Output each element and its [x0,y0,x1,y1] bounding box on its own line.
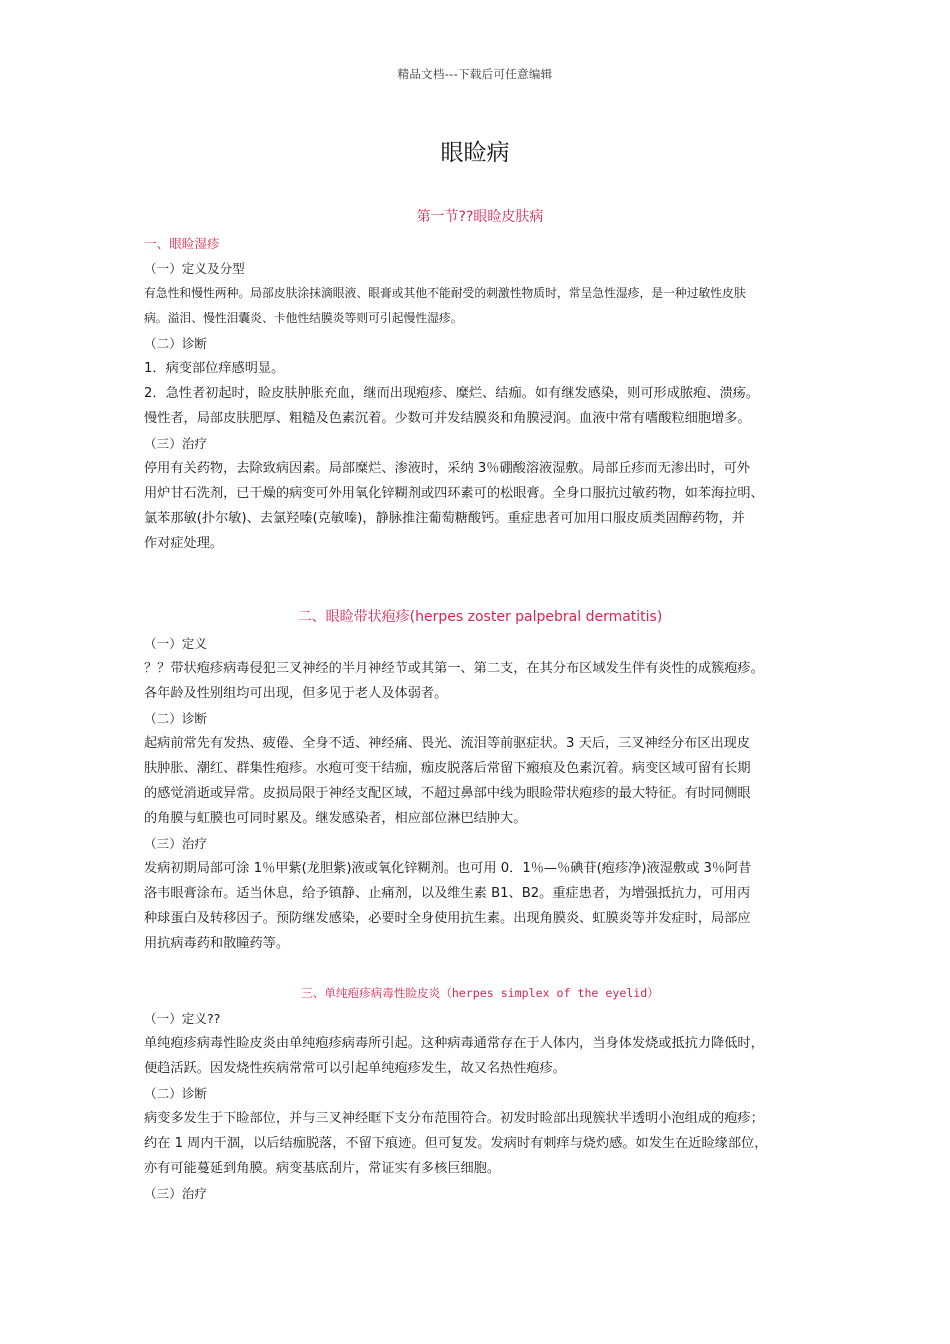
s2-diagnosis-line: 肤肿胀、潮红、群集性疱疹。水疱可变干结痂，痂皮脱落后常留下瘢痕及色素沉着。病变区域可留有长期 [144,761,751,776]
s1-diagnosis-label: （二）诊断 [144,336,207,351]
document-title: 眼睑病 [440,140,510,166]
s1-diagnosis-line: 慢性者，局部皮肤肥厚、粗糙及色素沉着。少数可并发结膜炎和角膜浸润。血液中常有嗜酸粒细胞增多。 [144,411,751,426]
document-body [144,206,816,1206]
s2-diagnosis-line: 的角膜与虹膜也可同时累及。继发感染者，相应部位淋巴结肿大。 [144,811,527,826]
s2-definition-line: 各年龄及性别组均可出现，但多见于老人及体弱者。 [144,686,448,701]
s3-definition-line: 便趋活跃。因发烧性疾病常常可以引起单纯疱疹发生，故又名热性疱疹。 [144,1061,566,1076]
s2-treatment-line: 用抗病毒药和散瞳药等。 [144,936,290,951]
s1-diagnosis-line: 2．急性者初起时，睑皮肤肿胀充血，继而出现疱疹、糜烂、结痂。如有继发感染，则可形成脓疱、溃疡。 [144,386,760,401]
s3-treatment-label: （三）治疗 [144,1186,207,1201]
s1-definition-label: （一）定义及分型 [144,261,245,276]
s3-definition-line: 单纯疱疹病毒性睑皮炎由单纯疱疹病毒所引起。这种病毒通常存在于人体内，当身体发烧或抵抗力降低时， [144,1036,764,1051]
s1-diagnosis-line: 1．病变部位痒感明显。 [144,361,285,376]
s2-treatment-line: 发病初期局部可涂 1％甲紫(龙胆紫)液或氧化锌糊剂。也可用 0．1％—％碘苷(疱疹净)液湿敷或 3％阿昔 [144,861,752,876]
s3-diagnosis-line: 亦有可能蔓延到角膜。病变基底刮片，常证实有多核巨细胞。 [144,1161,501,1176]
s1-definition-line: 病。溢泪、慢性泪囊炎、卡他性结膜炎等则可引起慢性湿疹。 [144,311,463,325]
s2-diagnosis-line: 的感觉消逝或异常。皮损局限于神经支配区域，不超过鼻部中线为眼睑带状疱疹的最大特征。有时同侧眼 [144,786,751,801]
s3-diagnosis-line: 约在 1 周内干涸，以后结痂脱落，不留下痕迹。但可复发。发病时有刺痒与烧灼感。如发生在近睑缘部位， [144,1136,768,1151]
s2-treatment-label: （三）治疗 [144,836,207,851]
s2-diagnosis-line: 起病前常先有发热、疲倦、全身不适、神经痛、畏光、流泪等前驱症状。3 天后，三叉神经分布区出现皮 [144,736,751,751]
s1-treatment-label: （三）治疗 [144,436,207,451]
s1-definition-line: 有急性和慢性两种。局部皮肤涂抹滴眼液、眼膏或其他不能耐受的刺激性物质时，常呈急性湿疹，是一种过敏性皮肤 [144,286,746,300]
s2-treatment-line: 种球蛋白及转移因子。预防继发感染，必要时全身使用抗生素。出现角膜炎、虹膜炎等并发症时，局部应 [144,911,751,926]
eyelid-eczema-heading: 一、眼睑湿疹 [144,236,220,251]
s2-definition-line: ？？带状疱疹病毒侵犯三叉神经的半月神经节或其第一、第二支，在其分布区域发生伴有炎性的成簇疱疹。 [144,661,764,676]
s2-diagnosis-label: （二）诊断 [144,711,207,726]
s3-diagnosis-line: 病变多发生于下睑部位，并与三叉神经眶下支分布范围符合。初发时睑部出现簇状半透明小泡组成的疱疹； [144,1111,764,1126]
s1-treatment-line: 作对症处理。 [144,536,224,551]
s2-definition-label: （一）定义 [144,636,207,651]
header-note: 精品文档---下载后可任意编辑 [397,67,553,81]
s3-definition-label: （一）定义?? [144,1011,221,1026]
s3-diagnosis-label: （二）诊断 [144,1086,207,1101]
section3-heading: 三、单纯疱疹病毒性睑皮炎（herpes simplex of the eyelid） [301,986,659,1000]
s1-treatment-line: 氯苯那敏(扑尔敏)、去氯羟嗪(克敏嗪)，静脉推注葡萄糖酸钙。重症患者可加用口服皮质类固醇药物，并 [144,511,745,526]
s1-treatment-line: 停用有关药物，去除致病因素。局部糜烂、渗液时，采纳 3％硼酸溶液湿敷。局部丘疹而无渗出时，可外 [144,461,751,476]
s1-treatment-line: 用炉甘石洗剂，已干燥的病变可外用氧化锌糊剂或四环素可的松眼膏。全身口服抗过敏药物，如苯海拉明、 [144,486,764,501]
s2-treatment-line: 洛韦眼膏涂布。适当休息，给予镇静、止痛剂，以及维生素 B1、B2。重症患者，为增强抵抗力，可用丙 [144,886,751,901]
section2-heading: 二、眼睑带状疱疹(herpes zoster palpebral dermatitis) [297,609,663,625]
section1-heading: 第一节??眼睑皮肤病 [416,209,544,225]
